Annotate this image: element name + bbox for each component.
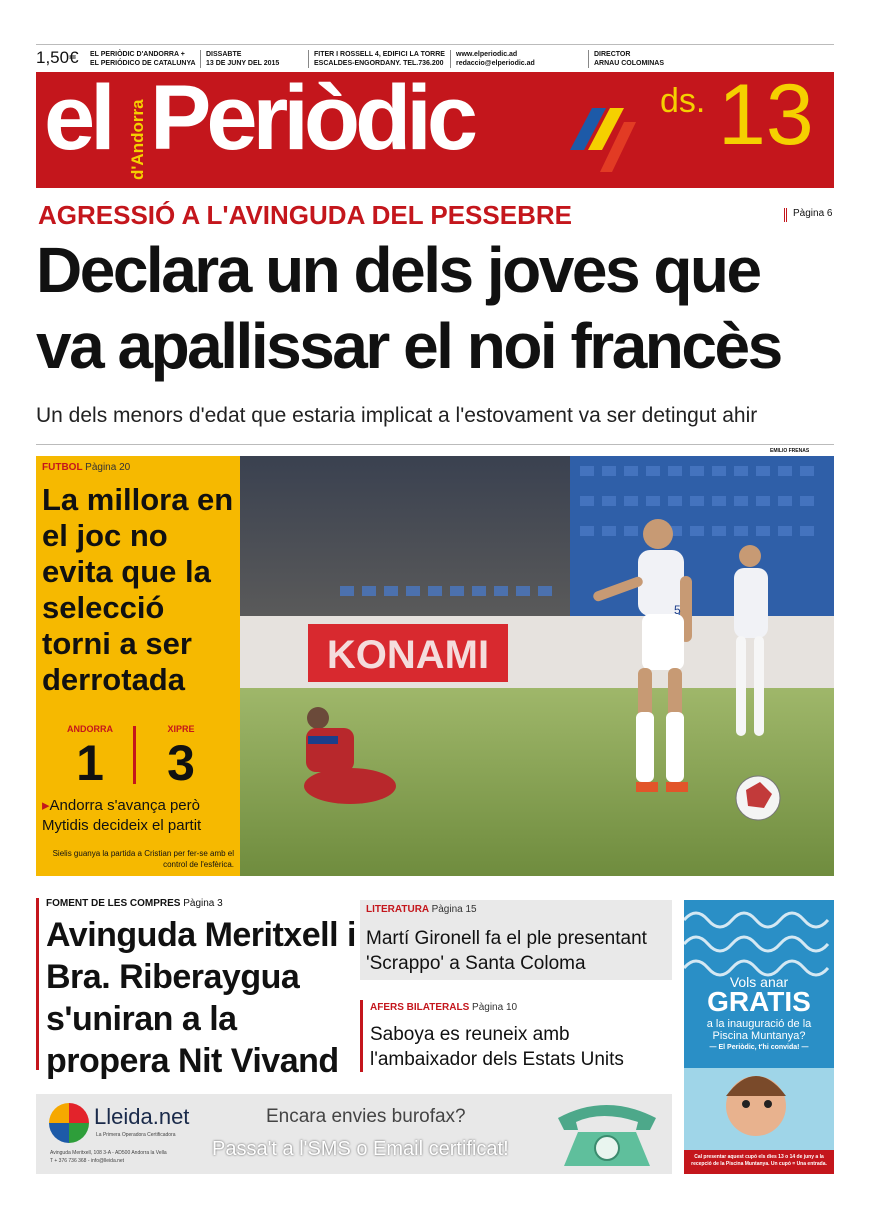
afers-page-ref[interactable]: Pàgina 10 xyxy=(472,1002,518,1013)
director-label: DIRECTOR xyxy=(594,51,631,58)
flag-stripes-icon xyxy=(566,104,638,176)
lleida-contact: T + 376 736 368 - info@lleida.net xyxy=(50,1158,125,1164)
lead-dek: Un dels menors d'edat que estaria implicat a l'estovament va ser detingut ahir xyxy=(36,404,758,427)
team-a-name: ANDORRA xyxy=(67,724,113,734)
lleida-brand: Lleida.net xyxy=(94,1104,190,1129)
sport-page-ref[interactable]: Pàgina 20 xyxy=(85,462,131,473)
director-name: ARNAU COLOMINAS xyxy=(594,60,664,67)
lleida-ad[interactable] xyxy=(36,1094,672,1174)
lleida-brand-sub: La Primera Operadora Certificadora xyxy=(96,1132,176,1138)
ad-line4: — El Periòdic, t'hi convida! — xyxy=(709,1044,809,1051)
address-line: FITER I ROSSELL 4, EDIFICI LA TORRE xyxy=(314,51,445,58)
story2-page-ref[interactable]: Pàgina 3 xyxy=(183,898,223,909)
afers-section xyxy=(370,1002,517,1013)
divider xyxy=(36,444,834,445)
team-a-score: 1 xyxy=(76,735,104,791)
sport-summary xyxy=(42,796,237,836)
logo-periodic: Periòdic xyxy=(150,67,474,169)
team-b-name: XIPRE xyxy=(167,724,195,734)
headline-line: Declara un dels joves que xyxy=(36,234,760,306)
headline-line: va apallissar el noi francès xyxy=(36,310,781,382)
story2-section xyxy=(46,898,223,909)
day-number: 13 xyxy=(718,67,814,163)
ad-footer: Cal presentar aquest cupó els dies 13 o 14 de juny a la recepció de la Piscina Muntanya. Un cupó = Una entrada. xyxy=(691,1154,827,1167)
price: 1,50€ xyxy=(36,48,79,67)
masthead-line: EL PERIÓDICO DE CATALUNYA xyxy=(90,60,196,67)
logo-dandorra xyxy=(126,84,148,184)
sport-section-label: FUTBOL xyxy=(42,462,83,473)
director-info xyxy=(588,50,664,68)
story-accent-bar xyxy=(36,898,39,1070)
literature-section-label: LITERATURA xyxy=(366,904,429,915)
player-number: 5 xyxy=(674,603,681,617)
ad-line1: Vols anar xyxy=(729,974,789,990)
score-divider xyxy=(133,726,136,784)
date-line: DISSABTE xyxy=(206,51,242,58)
ad-free: GRATIS xyxy=(707,986,811,1017)
lleida-address: Avinguda Meritxell, 108 3-A - AD500 Andorra la Vella xyxy=(50,1150,167,1156)
sport-headline[interactable]: La millora en el joc no evita que la selecció torni a ser derrotada xyxy=(42,482,234,697)
literature-headline[interactable]: Martí Gironell fa el ple presentant 'Scrappo' a Santa Coloma xyxy=(366,928,647,974)
literature-section xyxy=(366,904,477,915)
ad-line3: a la inauguració de la Piscina Muntanya? xyxy=(706,1018,812,1042)
sport-section xyxy=(42,462,130,473)
lead-page-ref[interactable]: Pàgina 6 xyxy=(784,208,832,222)
website-link[interactable]: www.elperiodic.ad xyxy=(456,51,518,58)
afers-headline[interactable]: Saboya es reuneix amb l'ambaixador dels Estats Units xyxy=(370,1024,624,1070)
football-photo[interactable] xyxy=(240,456,834,876)
photo-banner: KONAMI xyxy=(326,633,490,677)
bullet-arrow-icon: ▸ xyxy=(42,797,50,814)
pool-ad[interactable] xyxy=(684,900,834,1174)
photo-credit: EMILIO FRENAS xyxy=(770,448,810,454)
afers-section-label: AFERS BILATERALS xyxy=(370,1002,470,1013)
story2-section-label: FOMENT DE LES COMPRES xyxy=(46,898,181,909)
ad-cta: Passa't a l'SMS o Email certificat! xyxy=(212,1138,509,1160)
story2-headline[interactable]: Avinguda Meritxell i Bra. Riberaygua s'uniran a la propera Nit Vivand xyxy=(46,916,356,1080)
lleida-globe-icon xyxy=(48,1102,90,1144)
lead-kicker: AGRESSIÓ A L'AVINGUDA DEL PESSEBRE xyxy=(38,200,572,230)
lead-headline[interactable] xyxy=(36,232,836,384)
date-line: 13 DE JUNY DEL 2015 xyxy=(206,60,280,67)
literature-page-ref[interactable]: Pàgina 15 xyxy=(431,904,477,915)
masthead-line: EL PERIÒDIC D'ANDORRA + xyxy=(90,51,185,58)
ad-question: Encara envies burofax? xyxy=(266,1106,466,1127)
story-accent-bar xyxy=(360,1000,363,1072)
sport-summary-text: Andorra s'avança però Mytidis decideix el partit xyxy=(42,797,202,834)
photo-caption: Sielis guanya la partida a Cristian per fer-se amb el control de l'esfèrica. xyxy=(52,849,234,869)
team-b-score: 3 xyxy=(167,735,195,791)
email-link[interactable]: redaccio@elperiodic.ad xyxy=(456,60,535,67)
telephone-icon xyxy=(552,1100,662,1170)
address-line: ESCALDES-ENGORDANY. TEL.736.200 xyxy=(314,60,444,67)
logo-el: el xyxy=(44,67,111,169)
logo-dandorra-text: d'Andorra xyxy=(128,99,147,180)
day-abbrev: ds. xyxy=(660,82,706,120)
